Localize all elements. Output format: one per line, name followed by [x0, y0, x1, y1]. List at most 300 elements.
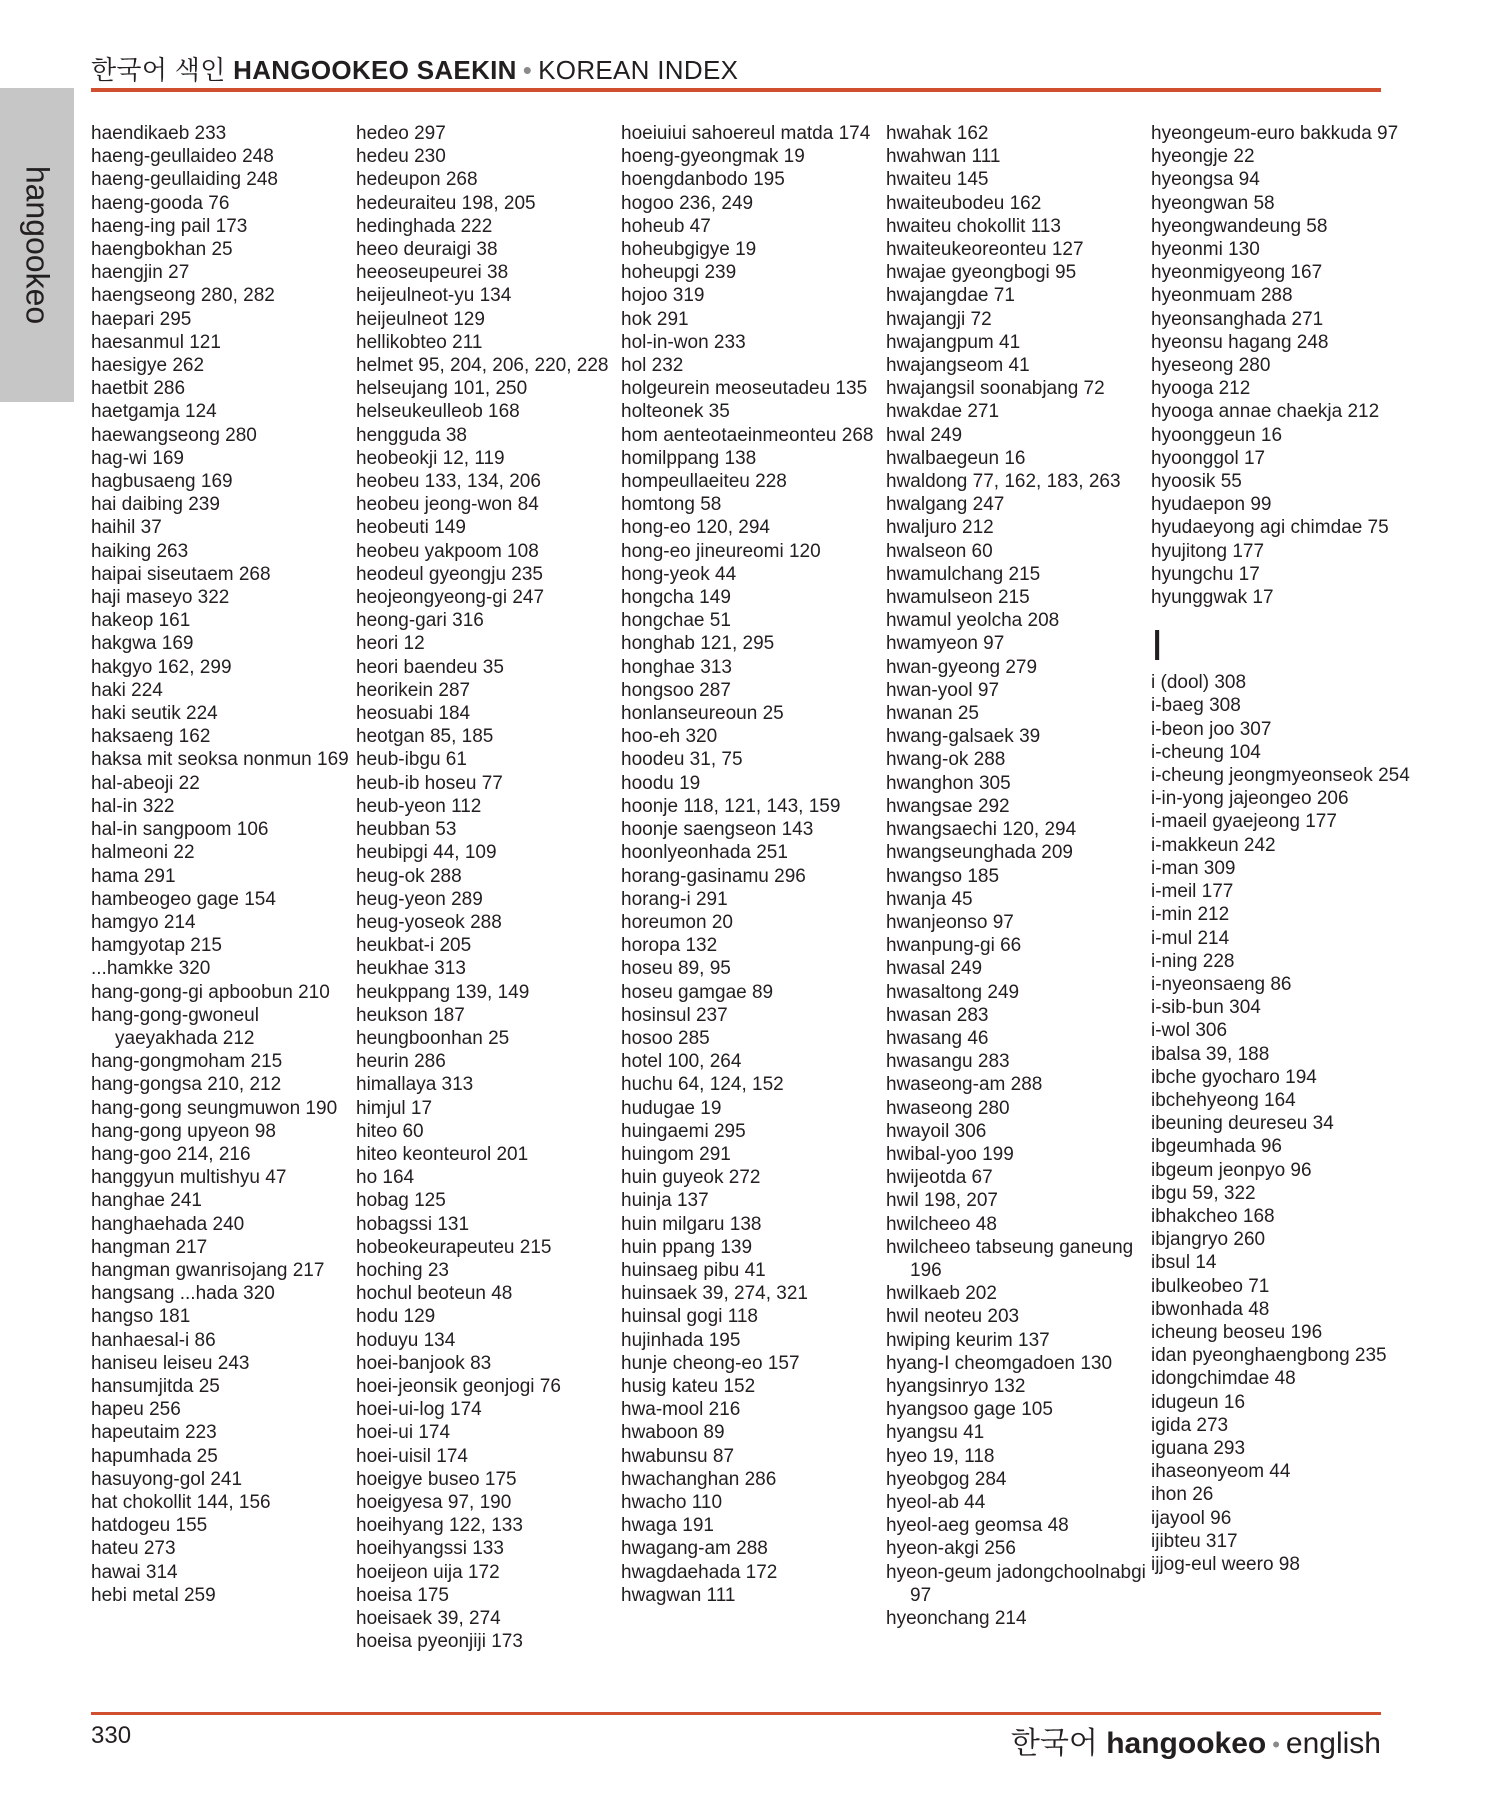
index-entry: hyoonggeun 16 [1151, 424, 1283, 446]
index-entry: huingom 291 [621, 1143, 731, 1165]
index-entry: hyunggwak 17 [1151, 587, 1274, 609]
index-entry: hoei-jeonsik geonjogi 76 [356, 1375, 561, 1397]
index-entry: hwilcheeo tabseung ganeung 196 [886, 1236, 1134, 1281]
footer-bold: hangookeo [1106, 1727, 1267, 1760]
index-entry: ibgeumhada 96 [1151, 1136, 1282, 1158]
index-entry: hwang-ok 288 [886, 749, 1006, 771]
index-entry: hoeiuiui sahoereul matda 174 [621, 123, 871, 144]
index-entry: hwahak 162 [886, 123, 989, 144]
index-entry: haengbokhan 25 [91, 239, 233, 261]
index-entry: ibgeum jeonpyo 96 [1151, 1159, 1312, 1181]
index-entry: huin guyeok 272 [621, 1167, 761, 1189]
index-entry: holgeurein meoseutadeu 135 [621, 378, 868, 400]
index-entry: icheung beoseu 196 [1151, 1321, 1323, 1343]
index-entry: hoeisa pyeonjiji 173 [356, 1631, 523, 1653]
index-entry: hyangsoo gage 105 [886, 1399, 1053, 1421]
index-entry: hojoo 319 [621, 285, 705, 307]
index-entry: hwamul yeolcha 208 [886, 610, 1060, 632]
index-entry: hwamulseon 215 [886, 587, 1030, 609]
index-entry: hakeop 161 [91, 610, 191, 632]
index-entry: ibwonhada 48 [1151, 1298, 1270, 1320]
index-entry: hoeihyangssi 133 [356, 1538, 504, 1560]
index-entry: hedeupon 268 [356, 169, 478, 191]
footer-separator-dot: • [1272, 1732, 1280, 1758]
index-entry: hwayoil 306 [886, 1120, 987, 1142]
index-entry: hatdogeu 155 [91, 1515, 208, 1537]
index-entry: heobeokji 12, 119 [356, 447, 505, 469]
index-entry: hwa-mool 216 [621, 1399, 741, 1421]
index-entry: heobeu jeong-won 84 [356, 494, 539, 516]
index-entry: hunje cheong-eo 157 [621, 1352, 800, 1374]
index-entry: huchu 64, 124, 152 [621, 1074, 784, 1096]
index-entry: homtong 58 [621, 494, 722, 516]
index-entry: heukhae 313 [356, 958, 466, 980]
index-entry: hang-gongsa 210, 212 [91, 1074, 282, 1096]
index-entry: hwajangji 72 [886, 308, 992, 330]
index-entry: hangman gwanrisojang 217 [91, 1259, 325, 1281]
index-entry: i-cheung jeongmyeonseok 254 [1151, 765, 1410, 787]
index-entry: hellikobteo 211 [356, 331, 483, 353]
running-header [91, 50, 1381, 87]
index-entry: hoching 23 [356, 1259, 449, 1281]
index-entry: hiteo keonteurol 201 [356, 1143, 529, 1165]
index-entry: i-sib-bun 304 [1151, 997, 1261, 1019]
index-entry: heotgan 85, 185 [356, 726, 494, 748]
index-entry: hyoosik 55 [1151, 471, 1242, 493]
index-entry: hwilkaeb 202 [886, 1283, 997, 1305]
index-entry: himjul 17 [356, 1097, 433, 1119]
footer-english: english [1285, 1727, 1381, 1760]
index-entry: hal-abeoji 22 [91, 772, 200, 794]
index-entry: iguana 293 [1151, 1437, 1246, 1459]
index-entry: huin milgaru 138 [621, 1213, 762, 1235]
index-entry: heobeuti 149 [356, 517, 466, 539]
index-entry: hwalbaegeun 16 [886, 447, 1026, 469]
index-entry: heeoseupeurei 38 [356, 262, 509, 284]
index-entry: hangman 217 [91, 1236, 208, 1258]
index-entry: hwangso 185 [886, 865, 1000, 887]
index-entry: hoeng-gyeongmak 19 [621, 146, 805, 168]
index-entry: heubipgi 44, 109 [356, 842, 497, 864]
index-entry: heukppang 139, 149 [356, 981, 530, 1003]
index-entry: hwaboon 89 [621, 1422, 725, 1444]
index-entry: hwaiteukeoreonteu 127 [886, 239, 1084, 261]
index-entry: ibeuning deureseu 34 [1151, 1113, 1334, 1135]
index-entry: hyeongje 22 [1151, 146, 1255, 168]
index-entry: hodu 129 [356, 1306, 436, 1328]
index-entry: hwagang-am 288 [621, 1538, 768, 1560]
index-entry: halmeoni 22 [91, 842, 195, 864]
index-entry: heodeul gyeongju 235 [356, 563, 544, 585]
index-entry: haki seutik 224 [91, 703, 218, 725]
index-entry: hyeongwan 58 [1151, 192, 1275, 214]
index-entry: hwangsaechi 120, 294 [886, 819, 1077, 841]
index-entry: ijayool 96 [1151, 1507, 1232, 1529]
index-entry: homilppang 138 [621, 447, 757, 469]
index-entry: haihil 37 [91, 517, 162, 539]
index-entry: hat chokollit 144, 156 [91, 1491, 271, 1513]
index-entry: hol 232 [621, 355, 684, 377]
index-entry: haesigye 262 [91, 355, 205, 377]
index-entry: hoheupgi 239 [621, 262, 737, 284]
index-entry: haksaeng 162 [91, 726, 211, 748]
index-entry: hyeo 19, 118 [886, 1445, 995, 1467]
index-entry: hanhaesal-i 86 [91, 1329, 216, 1351]
index-entry: hyeongeum-euro bakkuda 97 [1151, 123, 1399, 144]
footer-section-label [1011, 1718, 1381, 1762]
index-entry: haetbit 286 [91, 378, 186, 400]
index-entry: hasuyong-gol 241 [91, 1468, 243, 1490]
index-entry: hoei-uisil 174 [356, 1445, 468, 1467]
index-entry: hudugae 19 [621, 1097, 722, 1119]
index-entry: hwacho 110 [621, 1491, 723, 1513]
index-entry: hwasangu 283 [886, 1051, 1010, 1073]
index-entry: heub-ibgu 61 [356, 749, 467, 771]
index-entry: heug-yoseok 288 [356, 911, 502, 933]
index-entry: haksa mit seoksa nonmun 169 [91, 749, 349, 771]
index-entry: hyangsu 41 [886, 1422, 985, 1444]
index-entry: hawai 314 [91, 1561, 178, 1583]
index-entry: ibche gyocharo 194 [1151, 1066, 1317, 1088]
index-entry: heijeulneot 129 [356, 308, 485, 330]
index-entry: hwaiteubodeu 162 [886, 192, 1042, 214]
index-entry: hwalseon 60 [886, 540, 993, 562]
index-entry: i-maeil gyaejeong 177 [1151, 811, 1337, 833]
index-entry: hwangseunghada 209 [886, 842, 1074, 864]
index-entry: hwijeotda 67 [886, 1167, 993, 1189]
index-entry: hyeon-akgi 256 [886, 1538, 1016, 1560]
index-entry: hwilcheeo 48 [886, 1213, 997, 1235]
index-entry: hateu 273 [91, 1538, 176, 1560]
index-entry: heug-ok 288 [356, 865, 462, 887]
index-entry: hoei-ui-log 174 [356, 1399, 482, 1421]
index-entry: hong-eo 120, 294 [621, 517, 770, 539]
index-entry: hwil 198, 207 [886, 1190, 998, 1212]
index-entry: haeng-ing pail 173 [91, 215, 248, 237]
index-entry: i-makkeun 242 [1151, 834, 1276, 856]
index-entry: huin ppang 139 [621, 1236, 753, 1258]
index-entry: hwajae gyeongbogi 95 [886, 262, 1077, 284]
index-entry: hoseu 89, 95 [621, 958, 731, 980]
index-entry: ijjog-eul weero 98 [1151, 1553, 1300, 1575]
index-entry: hok 291 [621, 308, 689, 330]
index-entry: heurin 286 [356, 1051, 446, 1073]
index-entry: hebi metal 259 [91, 1584, 216, 1606]
index-entry: ihon 26 [1151, 1484, 1214, 1506]
index-entry: hyeonchang 214 [886, 1608, 1027, 1629]
index-entry: heeo deuraigi 38 [356, 239, 498, 261]
index-entry: heub-yeon 112 [356, 795, 482, 817]
index-entry: hangso 181 [91, 1306, 191, 1328]
index-entry: heorikein 287 [356, 679, 471, 701]
index-entry: hyooga 212 [1151, 378, 1251, 400]
index-entry: hyungchu 17 [1151, 563, 1260, 585]
index-entry: haewangseong 280 [91, 424, 257, 446]
thumb-index-label: hangookeo [19, 165, 56, 325]
index-entry: heobeu 133, 134, 206 [356, 471, 541, 493]
index-entry: hwajangpum 41 [886, 331, 1021, 353]
index-entry: hoeihyang 122, 133 [356, 1515, 523, 1537]
index-entry: hoseu gamgae 89 [621, 981, 774, 1003]
index-entry: ihaseonyeom 44 [1151, 1461, 1291, 1483]
index-entry: huingaemi 295 [621, 1120, 746, 1142]
index-entry: haniseu leiseu 243 [91, 1352, 250, 1374]
index-entry: hwanja 45 [886, 888, 973, 910]
index-entry: hoheub 47 [621, 215, 711, 237]
index-entry: haepari 295 [91, 308, 192, 330]
index-entry: hoeigye buseo 175 [356, 1468, 517, 1490]
index-entry: hwajangseom 41 [886, 355, 1030, 377]
index-entry: hiteo 60 [356, 1120, 424, 1142]
index-entry: hal-in 322 [91, 795, 175, 817]
index-entry: hwiping keurim 137 [886, 1329, 1050, 1351]
index-entry: heosuabi 184 [356, 703, 471, 725]
index-entry: hwal 249 [886, 424, 963, 446]
index-entry: haiking 263 [91, 540, 189, 562]
index-entry: hang-goo 214, 216 [91, 1143, 251, 1165]
index-columns [91, 122, 1410, 1702]
index-entry: hobeokeurapeuteu 215 [356, 1236, 552, 1258]
index-entry: heori 12 [356, 633, 425, 655]
index-entry: heug-yeon 289 [356, 888, 483, 910]
index-entry: hengguda 38 [356, 424, 467, 446]
index-entry: hobag 125 [356, 1190, 446, 1212]
index-entry: hedeu 230 [356, 146, 446, 168]
index-entry: hyeonmi 130 [1151, 239, 1260, 261]
index-entry: horang-i 291 [621, 888, 728, 910]
index-entry: heong-gari 316 [356, 610, 484, 632]
index-entry: hangsang ...hada 320 [91, 1283, 275, 1305]
index-column-3 [621, 122, 883, 1607]
index-entry: hongsoo 287 [621, 679, 731, 701]
index-entry: haji maseyo 322 [91, 587, 230, 609]
index-entry: hyeon-geum jadongchoolnabgi 97 [886, 1561, 1146, 1606]
index-entry: hoo-eh 320 [621, 726, 718, 748]
index-entry: hyujitong 177 [1151, 540, 1265, 562]
index-entry: hang-gong seungmuwon 190 [91, 1097, 338, 1119]
index-entry: i-mul 214 [1151, 927, 1230, 949]
index-entry: ibulkeobeo 71 [1151, 1275, 1270, 1297]
index-entry: hoheubgigye 19 [621, 239, 757, 261]
index-entry: hwamyeon 97 [886, 633, 1005, 655]
index-entry: hanghaehada 240 [91, 1213, 245, 1235]
index-entry: hongchae 51 [621, 610, 731, 632]
index-entry: ibalsa 39, 188 [1151, 1043, 1270, 1065]
index-entry: hongcha 149 [621, 587, 731, 609]
index-entry: haeng-geullaiding 248 [91, 169, 278, 191]
index-entry: i-cheung 104 [1151, 741, 1261, 763]
index-entry: heijeulneot-yu 134 [356, 285, 512, 307]
index-column-1 [91, 122, 353, 1607]
index-entry: haengjin 27 [91, 262, 190, 284]
index-entry: honghae 313 [621, 656, 732, 678]
index-entry: hakgwa 169 [91, 633, 194, 655]
footer-korean: 한국어 [1010, 1727, 1098, 1760]
index-entry: hwakdae 271 [886, 401, 1000, 423]
index-entry: hai daibing 239 [91, 494, 220, 516]
index-entry: hompeullaeiteu 228 [621, 471, 787, 493]
index-entry: haeng-gooda 76 [91, 192, 230, 214]
index-entry: ibjangryo 260 [1151, 1229, 1266, 1251]
index-entry: hoodeu 31, 75 [621, 749, 743, 771]
index-entry: hwasaltong 249 [886, 981, 1020, 1003]
index-entry: hwaseong 280 [886, 1097, 1010, 1119]
index-entry: hyudaepon 99 [1151, 494, 1272, 516]
index-entry: horopa 132 [621, 935, 718, 957]
index-entry: hoei-banjook 83 [356, 1352, 492, 1374]
index-entry: heubban 53 [356, 819, 457, 841]
index-entry: i-baeg 308 [1151, 695, 1241, 717]
index-entry: hyeonsanghada 271 [1151, 308, 1324, 330]
index-entry: hwan-gyeong 279 [886, 656, 1038, 678]
index-entry: ijibteu 317 [1151, 1530, 1238, 1552]
index-entry: hyeol-ab 44 [886, 1491, 986, 1513]
index-entry: hwanpung-gi 66 [886, 935, 1022, 957]
index-entry: idugeun 16 [1151, 1391, 1246, 1413]
index-entry: helmet 95, 204, 206, 220, 228 [356, 355, 609, 377]
index-entry: hwaseong-am 288 [886, 1074, 1043, 1096]
index-entry: hosinsul 237 [621, 1004, 728, 1026]
index-entry: ...hamkke 320 [91, 958, 211, 980]
index-entry: hwasang 46 [886, 1027, 989, 1049]
header-korean: 한국어 색인 [91, 55, 226, 85]
index-entry: holteonek 35 [621, 401, 730, 423]
index-entry: huinsaek 39, 274, 321 [621, 1283, 808, 1305]
index-entry: i-ning 228 [1151, 950, 1235, 972]
index-entry: hwaiteu chokollit 113 [886, 215, 1061, 237]
index-entry: hwamulchang 215 [886, 563, 1041, 585]
index-entry: haipai siseutaem 268 [91, 563, 271, 585]
index-entry: heori baendeu 35 [356, 656, 504, 678]
index-column-2 [356, 122, 618, 1653]
header-subtitle: KOREAN INDEX [538, 55, 739, 85]
index-entry: heobeu yakpoom 108 [356, 540, 539, 562]
index-entry: ibchehyeong 164 [1151, 1089, 1296, 1111]
index-entry: hwaldong 77, 162, 183, 263 [886, 471, 1121, 493]
index-entry: hyoonggol 17 [1151, 447, 1266, 469]
index-entry: hwil neoteu 203 [886, 1306, 1020, 1328]
index-entry: hwanjeonso 97 [886, 911, 1014, 933]
index-entry: hoeisaek 39, 274 [356, 1608, 501, 1629]
index-entry: hogoo 236, 249 [621, 192, 754, 214]
index-entry: hwagdaehada 172 [621, 1561, 778, 1583]
index-entry: hwan-yool 97 [886, 679, 1000, 701]
index-entry: haesanmul 121 [91, 331, 221, 353]
index-entry: hoonje saengseon 143 [621, 819, 814, 841]
index-entry: hyudaeyong agi chimdae 75 [1151, 517, 1389, 539]
index-entry: hwaljuro 212 [886, 517, 994, 539]
index-entry: hyang-I cheomgadoen 130 [886, 1352, 1113, 1374]
index-entry: haengseong 280, 282 [91, 285, 275, 307]
index-entry: hosoo 285 [621, 1027, 710, 1049]
index-entry: hoeisa 175 [356, 1584, 449, 1606]
index-entry: ibgu 59, 322 [1151, 1182, 1256, 1204]
section-letter-heading: I [1151, 621, 1164, 671]
index-entry: hong-eo jineureomi 120 [621, 540, 821, 562]
index-entry: hoonlyeonhada 251 [621, 842, 788, 864]
index-entry: hwibal-yoo 199 [886, 1143, 1014, 1165]
index-entry: hoei-ui 174 [356, 1422, 451, 1444]
index-entry: hyooga annae chaekja 212 [1151, 401, 1380, 423]
index-entry: hwangsae 292 [886, 795, 1010, 817]
index-entry: ibhakcheo 168 [1151, 1205, 1275, 1227]
index-entry: hong-yeok 44 [621, 563, 737, 585]
index-entry: hwasan 283 [886, 1004, 989, 1026]
index-entry: hotel 100, 264 [621, 1051, 742, 1073]
index-entry: helseujang 101, 250 [356, 378, 528, 400]
index-entry: hanghae 241 [91, 1190, 202, 1212]
index-entry: huinsaeg pibu 41 [621, 1259, 766, 1281]
index-column-4 [886, 122, 1148, 1630]
index-entry: hakgyo 162, 299 [91, 656, 232, 678]
index-entry: hwajangsil soonabjang 72 [886, 378, 1105, 400]
index-entry: hwahwan 111 [886, 146, 1001, 168]
index-entry: i-meil 177 [1151, 881, 1234, 903]
header-title: HANGOOKEO SAEKIN [233, 55, 517, 85]
index-entry: horeumon 20 [621, 911, 733, 933]
index-entry: huinsal gogi 118 [621, 1306, 758, 1328]
index-entry: hama 291 [91, 865, 176, 887]
index-entry: horang-gasinamu 296 [621, 865, 806, 887]
index-entry: hansumjitda 25 [91, 1375, 220, 1397]
index-entry: helseukeulleob 168 [356, 401, 520, 423]
index-entry: hyeobgog 284 [886, 1468, 1007, 1490]
index-entry: hwaiteu 145 [886, 169, 989, 191]
index-entry: hedeuraiteu 198, 205 [356, 192, 536, 214]
index-entry: hagbusaeng 169 [91, 471, 233, 493]
footer-rule [91, 1712, 1381, 1715]
index-entry: hochul beoteun 48 [356, 1283, 513, 1305]
index-entry: i-beon joo 307 [1151, 718, 1272, 740]
index-entry: hyeseong 280 [1151, 355, 1271, 377]
index-entry: hoodu 19 [621, 772, 701, 794]
index-entry: hedeo 297 [356, 123, 446, 144]
index-entry: hwachanghan 286 [621, 1468, 777, 1490]
header-separator-dot: • [522, 55, 533, 85]
index-entry: hyeonsu hagang 248 [1151, 331, 1329, 353]
index-entry: hyeol-aeg geomsa 48 [886, 1515, 1069, 1537]
index-entry: hal-in sangpoom 106 [91, 819, 269, 841]
index-entry: hang-gong-gi apboobun 210 [91, 981, 330, 1003]
index-entry: hwalgang 247 [886, 494, 1005, 516]
index-entry: hang-gong-gwoneul yaeyakhada 212 [91, 1004, 259, 1049]
index-entry: hamgyo 214 [91, 911, 196, 933]
index-entry: i (dool) 308 [1151, 672, 1247, 694]
index-entry: honghab 121, 295 [621, 633, 775, 655]
index-entry: ibsul 14 [1151, 1252, 1217, 1274]
index-entry: hyeonmigyeong 167 [1151, 262, 1323, 284]
index-entry: hoengdanbodo 195 [621, 169, 785, 191]
index-entry: hoeigyesa 97, 190 [356, 1491, 512, 1513]
index-entry: hyangsinryo 132 [886, 1375, 1026, 1397]
index-entry: heukbat-i 205 [356, 935, 472, 957]
index-entry: heub-ib hoseu 77 [356, 772, 503, 794]
index-entry: haendikaeb 233 [91, 123, 227, 144]
index-entry: hambeogeo gage 154 [91, 888, 276, 910]
index-entry: hoonje 118, 121, 143, 159 [621, 795, 841, 817]
index-entry: idongchimdae 48 [1151, 1368, 1296, 1390]
index-entry: heojeongyeong-gi 247 [356, 587, 545, 609]
index-entry: haki 224 [91, 679, 163, 701]
index-entry: i-min 212 [1151, 904, 1230, 926]
index-entry: hapeu 256 [91, 1399, 181, 1421]
index-entry: honlanseureoun 25 [621, 703, 784, 725]
index-entry: husig kateu 152 [621, 1375, 756, 1397]
index-entry: idan pyeonghaengbong 235 [1151, 1345, 1387, 1367]
index-entry: hobagssi 131 [356, 1213, 470, 1235]
index-entry: hyeonmuam 288 [1151, 285, 1293, 307]
index-entry: hapumhada 25 [91, 1445, 218, 1467]
